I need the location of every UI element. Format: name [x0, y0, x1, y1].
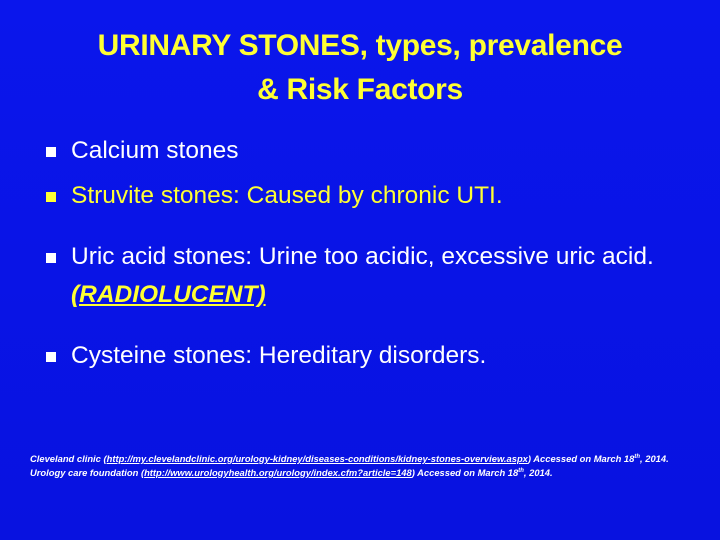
bullet-text: Calcium stones	[71, 137, 239, 164]
radiolucent-highlight: (RADIOLUCENT)	[71, 281, 266, 308]
title-line-2: & Risk Factors	[257, 73, 463, 106]
bullet-text: Cysteine stones: Hereditary disorders.	[71, 342, 487, 369]
square-bullet-icon	[46, 352, 56, 362]
square-bullet-icon	[46, 253, 56, 263]
references	[30, 452, 700, 480]
reference-link[interactable]: http://my.clevelandclinic.org/urology-kidney/diseases-conditions/kidney-stones-overview.aspx	[106, 453, 528, 464]
title-line-1: URINARY STONES, types, prevalence	[97, 29, 623, 62]
bullet-text-container	[71, 238, 686, 314]
square-bullet-icon	[46, 192, 56, 202]
reference-cleveland-clinic	[30, 452, 700, 466]
square-bullet-icon	[46, 147, 56, 157]
reference-sup: th	[518, 467, 524, 474]
bullet-item-struvite	[46, 177, 686, 215]
reference-suffix: ) Accessed on March 18	[411, 467, 519, 478]
bullet-item-cysteine	[46, 337, 686, 375]
bullet-item-uric-acid	[46, 238, 686, 314]
reference-suffix-end: , 2014.	[523, 467, 553, 478]
reference-urology-care	[30, 466, 700, 480]
reference-prefix: Urology care foundation (	[30, 467, 145, 478]
bullet-text: Uric acid stones: Urine too acidic, excessive uric acid.	[71, 243, 654, 270]
bullet-text: Struvite stones: Caused by chronic UTI.	[71, 182, 503, 209]
reference-suffix: ) Accessed on March 18	[527, 453, 635, 464]
reference-prefix: Cleveland clinic (	[30, 453, 107, 464]
slide-title	[0, 24, 720, 112]
reference-suffix-end: , 2014.	[640, 453, 669, 464]
reference-link[interactable]: http://www.urologyhealth.org/urology/index.cfm?article=148	[144, 467, 412, 478]
reference-sup: th	[634, 453, 641, 460]
bullet-item-calcium	[46, 132, 686, 170]
